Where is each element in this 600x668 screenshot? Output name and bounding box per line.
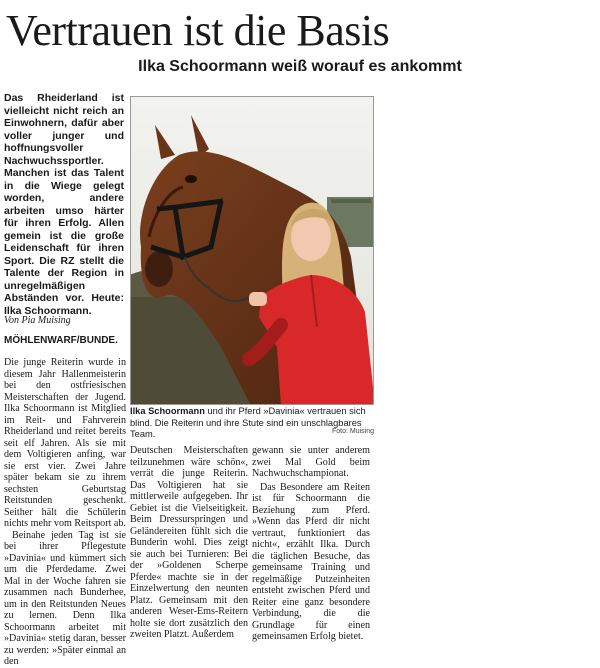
paragraph: Die junge Reiterin wurde in diesem Jahr Hallenmeisterin bei den ostfriesischen Meisterschaften der Jugend. Ilka Schoormann ist Mitglied im Reit- und Fahrverein Rheiderland und reitet bereits seit elf Jahren. Als sie mit dem Voltigieren anfing, war sie erst vier. Zwei Jahre später bekam sie zu ihrem sechsten Geburtstag Reitstunden geschenkt. Seither hält die Schülerin nichts mehr vom Reitsport ab. bbox=[4, 357, 126, 529]
article-headline: Vertrauen ist die Basis bbox=[6, 6, 390, 55]
article-photo bbox=[130, 96, 374, 405]
column-2 bbox=[130, 445, 248, 641]
horse-and-rider-image bbox=[131, 97, 374, 405]
caption-text: und ihr Pferd »Davinia« vertrauen sich blind. Die Reiterin und ihre Stute sind ein unschlagbares Team. bbox=[130, 406, 366, 439]
paragraph: Beinahe jeden Tag ist sie bei ihrer Pflegestute »Davinia« und kümmert sich um die Pferdedame. Zwei Mal in der Woche fahren sie zusammen nach Bunderhee, um in den Reitstunden Neues zu lernen. Denn Ilka Schoormann arbeitet mit »Davinia« stetig daran, besser zu werden: »Später einmal an den bbox=[4, 529, 126, 667]
column-1 bbox=[4, 346, 126, 668]
paragraph: gewann sie unter anderem zwei Mal Gold beim Nachwuchschampionat. bbox=[252, 445, 370, 479]
caption-name: Ilka Schoormann bbox=[130, 406, 205, 416]
column-3 bbox=[252, 445, 370, 643]
dateline: MÖHLENWARF/BUNDE. bbox=[4, 335, 118, 346]
paragraph: Deutschen Meisterschaften teilzunehmen wäre schön«, verrät die junge Reiterin. Das Voltigieren hat sie mittlerweile aufgegeben. Ihr Gebiet ist die Vielseitigkeit. Beim Dressurspringen und Geländereiten fühlt sich die Bunderin wohl. Dies zeigt sie auch bei Turnieren: Bei der »Goldenen Scherpe Pferde« machte sie in der Einzelwertung den neunten Platz. Gemeinsam mit den anderen Weser-Ems-Reitern holte sie dort zusätzlich den zweiten Platzt. Außerdem bbox=[130, 445, 248, 640]
article-subheadline: Ilka Schoormann weiß worauf es ankommt bbox=[138, 58, 462, 75]
photo-caption bbox=[130, 406, 374, 441]
photo-credit: Foto: Muising bbox=[331, 428, 374, 435]
byline: Von Pia Muising bbox=[4, 315, 71, 326]
paragraph: Das Besondere am Reiten ist für Schoormann die Beziehung zum Pferd. »Wenn das Pferd dir nicht vertraut, funktioniert das nicht«, erzählt Ilka. Durch die täglichen Besuche, das gemeinsame Training und regelmäßige Putzeinheiten entsteht zwischen Pferd und Reiter eine ganz besondere Verbindung, die die Grundlage für einen gemeinsamen Erfolg bietet. bbox=[252, 481, 370, 642]
article-intro: Das Rheiderland ist vielleicht nicht reich an Einwohnern, dafür aber voller junger und hoffnungsvoller Nachwuchssportler. Manchen ist das Talent in die Wiege gelegt worden, andere arbeiten umso härter für ihren Erfolg. Allen gemein ist die große Leidenschaft für ihren Sport. Die RZ stellt die Talente der Region in unregelmäßigen Abständen vor. Heute: Ilka Schoormann. bbox=[4, 92, 124, 317]
